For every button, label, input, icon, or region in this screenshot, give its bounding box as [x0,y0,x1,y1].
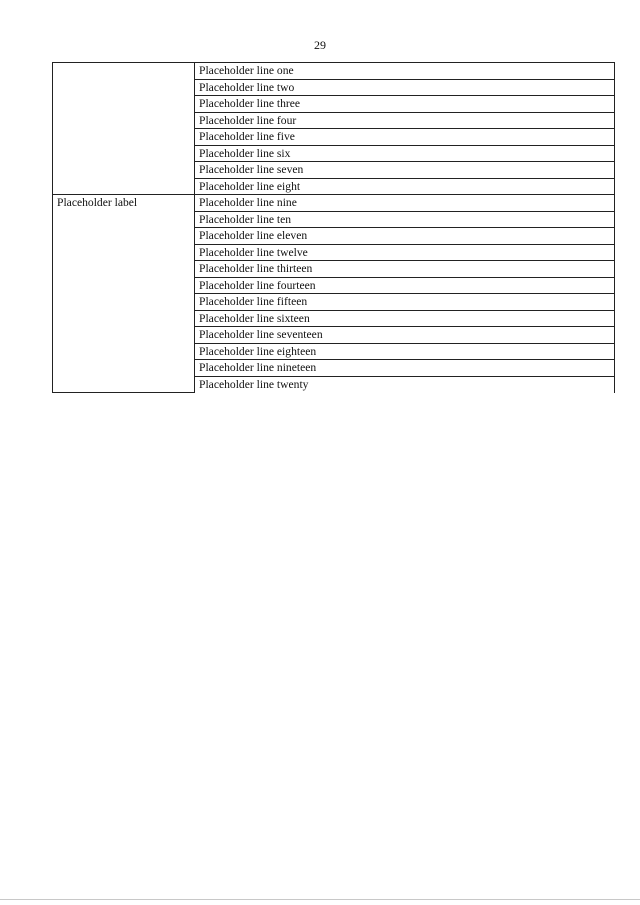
table-row [53,195,615,212]
table-cell: Placeholder line twelve [195,244,615,261]
table-cell: Placeholder line one [195,63,615,80]
section-label [53,63,195,195]
table-cell: Placeholder line nineteen [195,360,615,377]
competency-table [52,62,615,393]
table-row [53,63,615,80]
table-cell: Placeholder line seven [195,162,615,179]
page-number: 29 [314,38,326,52]
table-cell: Placeholder line twenty [195,376,615,393]
page-edge-divider [0,899,640,900]
table-cell: Placeholder line thirteen [195,261,615,278]
table-cell: Placeholder line ten [195,211,615,228]
table-cell: Placeholder line seventeen [195,327,615,344]
table-cell: Placeholder line nine [195,195,615,212]
table-cell: Placeholder line four [195,112,615,129]
table-cell: Placeholder line eighteen [195,343,615,360]
table-cell: Placeholder line two [195,79,615,96]
table-cell: Placeholder line fifteen [195,294,615,311]
table-cell: Placeholder line three [195,96,615,113]
table-cell: Placeholder line eight [195,178,615,195]
section-label: Placeholder label [53,195,195,393]
table-cell: Placeholder line fourteen [195,277,615,294]
table-cell: Placeholder line six [195,145,615,162]
table-cell: Placeholder line eleven [195,228,615,245]
table-cell: Placeholder line five [195,129,615,146]
table-cell: Placeholder line sixteen [195,310,615,327]
